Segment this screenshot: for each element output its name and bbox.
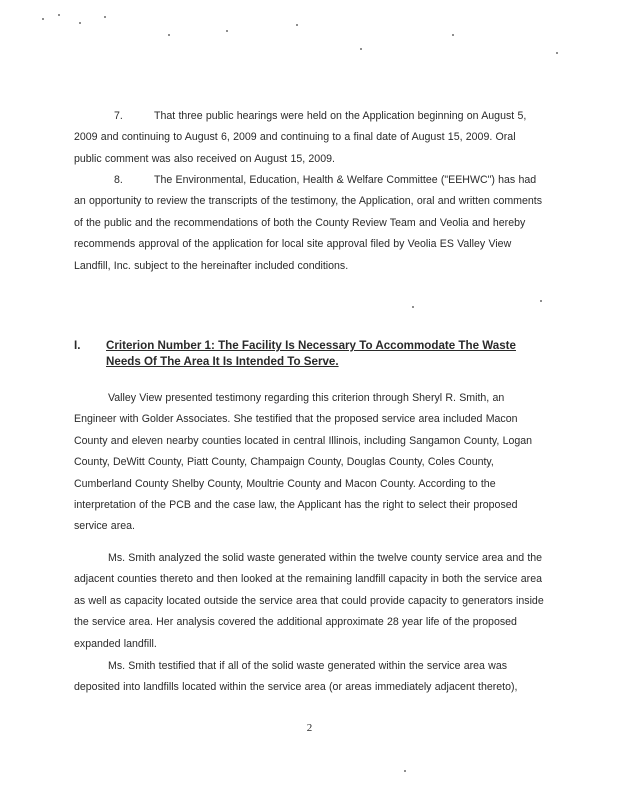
scan-speck [104, 16, 106, 18]
paragraph-number: 8. [114, 174, 123, 186]
paragraph-text: That three public hearings were held on the Application beginning on August 5, 2009 and continuing to August 6, 2009 and continuing to a final date of August 15, 2009. Oral public comment was also received on August 15, 2009. [74, 110, 527, 165]
body-paragraph-1 [74, 388, 544, 538]
scan-speck [404, 770, 406, 772]
scan-speck [226, 30, 228, 32]
paragraph-number: 7. [114, 110, 123, 122]
body-paragraph-3 [74, 656, 544, 699]
scan-speck [540, 300, 542, 302]
scan-speck [168, 34, 170, 36]
paragraph-text: Ms. Smith testified that if all of the solid waste generated within the service area was deposited into landfills located within the service area (or areas immediately adjacent thereto), [74, 660, 518, 694]
scan-speck [360, 48, 362, 50]
section-title: Criterion Number 1: The Facility Is Necessary To Accommodate The Waste Needs Of The Area It Is Intended To Serve. [106, 339, 516, 368]
paragraph-8 [74, 170, 544, 277]
body-paragraph-2 [74, 548, 544, 655]
scan-speck [42, 18, 44, 20]
paragraph-text: Valley View presented testimony regarding this criterion through Sheryl R. Smith, an Engineer with Golder Associates. She testified that the proposed service area included Macon County and eleven nearby counties located in central Illinois, including Sangamon County, Logan County, DeWitt County, Piatt County, Champaign County, Douglas County, Coles County, Cumberland County Shelby County, Moultrie County and Macon County. According to the interpretation of the PCB and the case law, the Applicant has the right to select their proposed service area. [74, 392, 533, 533]
paragraph-7 [74, 106, 544, 170]
scan-speck [296, 24, 298, 26]
paragraph-text: The Environmental, Education, Health & Welfare Committee ("EEHWC") has had an opportunity to review the transcripts of the testimony, the Application, oral and written comments of the public and the recommendations of both the County Review Team and Veolia and hereby recommends approval of the application for local site approval filed by Veolia ES Valley View Landfill, Inc. subject to the hereinafter included conditions. [74, 174, 543, 272]
page-number: 2 [306, 722, 313, 734]
scan-speck [79, 22, 81, 24]
section-numeral: I. [74, 339, 81, 352]
scan-speck [452, 34, 454, 36]
paragraph-text: Ms. Smith analyzed the solid waste generated within the twelve county service area and the adjacent counties thereto and then looked at the remaining landfill capacity in both the service area as well as capacity located outside the service area that could provide capacity to generators inside the service area. Her analysis covered the additional approximate 28 year life of the proposed expanded landfill. [74, 552, 544, 650]
scan-speck [58, 14, 60, 16]
scan-speck [556, 52, 558, 54]
scan-speck [412, 306, 414, 308]
